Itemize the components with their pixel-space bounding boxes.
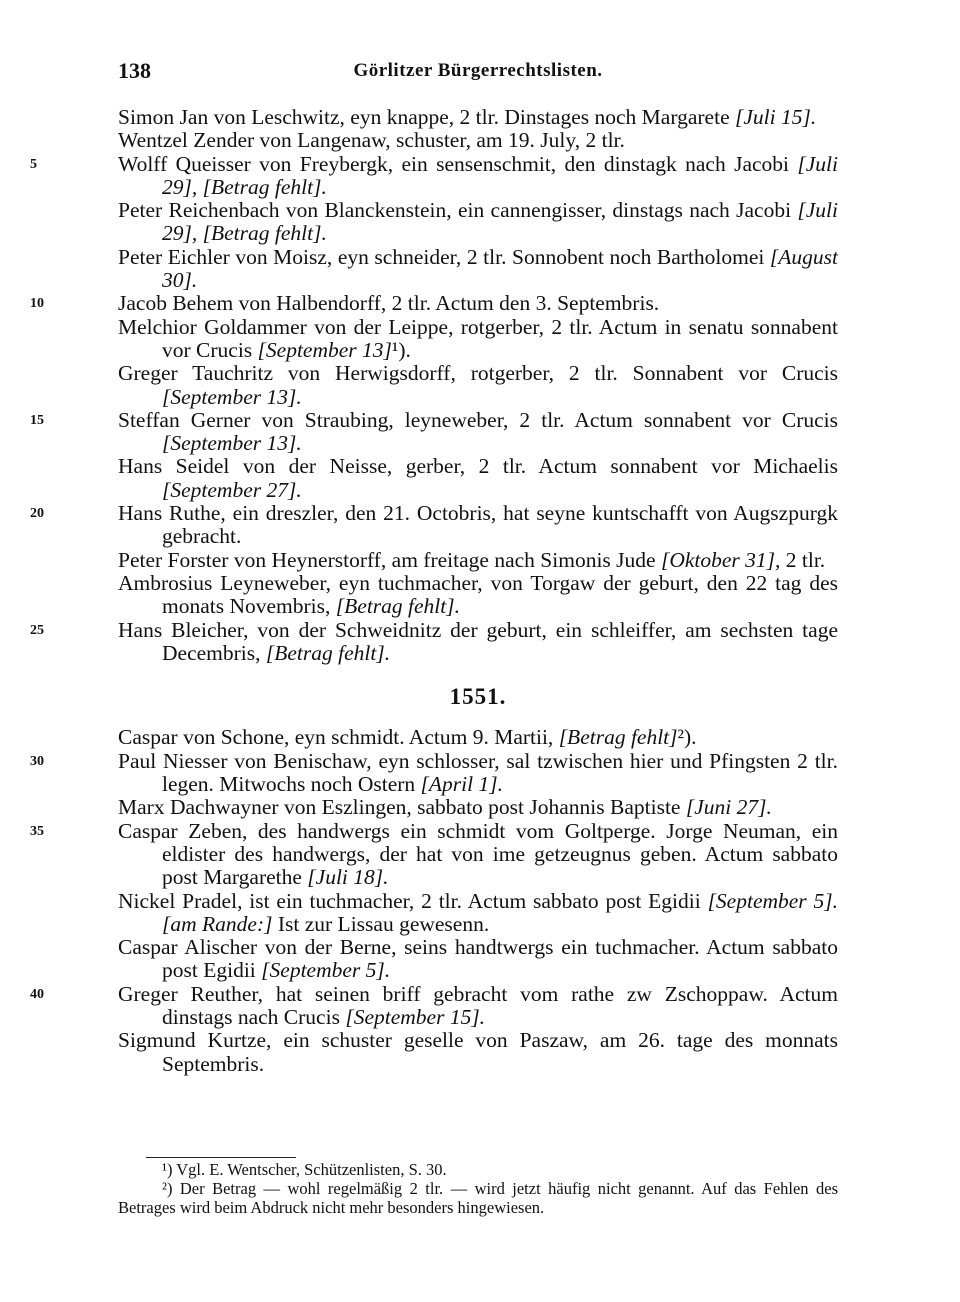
entry-text-tail: 2 tlr. <box>780 547 826 572</box>
entry-text: Hans Bleicher, von der Schweidnitz der geburt, ein schleiffer, am sechsten tage Decembris, <box>118 617 838 665</box>
register-entry: 10 Jacob Behem von Halbendorff, 2 tlr. Actum den 3. Septembris. <box>30 291 660 316</box>
register-entry: 5 Wolff Queisser von Freybergk, ein sensenschmit, den dinstagk nach Jacobi [Juli 29], [Betrag fehlt]. <box>30 151 838 199</box>
editorial-note: [Betrag fehlt] <box>558 725 678 750</box>
entry-text: Wentzel Zender von Langenaw, schuster, am 19. July, 2 tlr. <box>118 128 625 153</box>
running-title: Görlitzer Bürgerrechtslisten. <box>353 60 603 81</box>
register-entry <box>118 936 838 983</box>
editorial-note: [Betrag fehlt]. <box>335 594 460 619</box>
register-entry <box>118 572 838 619</box>
register-entry <box>118 890 838 937</box>
footnote-rule <box>146 1157 296 1158</box>
entry-text-tail: ¹). <box>391 337 411 362</box>
register-entry <box>118 726 838 749</box>
page-number: 138 <box>118 58 151 83</box>
register-entry: 25 Hans Bleicher, von der Schweidnitz der geburt, ein schleiffer, am sechsten tage Decembris, [Betrag fehlt]. <box>30 617 838 665</box>
register-entry: 20 Hans Ruthe, ein dreszler, den 21. Octobris, hat seyne kuntschafft von Augszpurgk gebracht. <box>30 501 838 549</box>
entry-text: Greger Tauchritz von Herwigsdorff, rotgerber, 2 tlr. Sonnabent vor Crucis <box>118 361 838 386</box>
editorial-note: [September 13]. <box>162 431 302 456</box>
editorial-note: [Juli 29], [Betrag fehlt]. <box>162 198 838 246</box>
entry-list-1550 <box>30 105 838 665</box>
entry-text: Sigmund Kurtze, ein schuster geselle von Paszaw, am 26. tage des monnats Septembris. <box>118 1028 838 1076</box>
register-entry <box>118 106 838 129</box>
editorial-note: [September 15]. <box>345 1004 486 1029</box>
footnote-2: ²) Der Betrag — wohl regelmäßig 2 tlr. — wird jetzt häufig nicht genannt. Auf das Fehlen des Betrages wird beim Abdruck nicht mehr besonders hingewiesen. <box>118 1179 838 1217</box>
entry-text: Caspar von Schone, eyn schmidt. Actum 9. Martii, <box>118 725 559 750</box>
entry-text: Marx Dachwayner von Eszlingen, sabbato post Johannis Baptiste <box>118 795 686 820</box>
entry-text: Melchior Goldammer von der Leippe, rotgerber, 2 tlr. Actum in senatu sonnabent vor Crucis <box>118 314 838 362</box>
entry-text: Paul Niesser von Benischaw, eyn schlosser, sal tzwischen hier und Pfingsten 2 tlr. legen. Mitwochs noch Ostern <box>118 748 838 797</box>
editorial-note: [September 13]. <box>162 384 302 409</box>
register-entry <box>118 1029 838 1076</box>
entry-text-tail: Ist zur Lissau gewesenn. <box>272 911 490 936</box>
entry-text: Caspar Zeben, des handwergs ein schmidt vom Goltperge. Jorge Neuman, ein eldister des handwergs, der hat von ime getzeugnus geben. Actum sabbato post Margarethe <box>118 818 838 890</box>
entry-text: Peter Forster von Heynerstorff, am freitage nach Simonis Jude <box>118 547 661 572</box>
editorial-note: [Betrag fehlt]. <box>265 640 391 665</box>
editorial-note: [Oktober 31], <box>660 547 781 572</box>
page-header <box>118 58 838 88</box>
editorial-note: [September 5]. <box>261 958 391 983</box>
entry-text: Peter Eichler von Moisz, eyn schneider, 2 tlr. Sonnobent noch Bartholomei <box>118 244 770 269</box>
year-heading: 1551. <box>449 684 507 710</box>
footnote-1: ¹) Vgl. E. Wentscher, Schützenlisten, S. 30. <box>162 1160 447 1179</box>
register-entry <box>118 455 838 502</box>
editorial-note: [Juli 15]. <box>735 105 817 129</box>
entry-list-1551 <box>30 725 838 1076</box>
entry-text: Ambrosius Leyneweber, eyn tuchmacher, von Torgaw der geburt, den 22 tag des monats Novembris, <box>118 570 838 619</box>
entry-text: Greger Reuther, hat seinen briff gebracht vom rathe zw Zschoppaw. Actum dinstags nach Crucis <box>118 981 838 1029</box>
editorial-note: [August 30]. <box>162 244 838 293</box>
entry-text: Steffan Gerner von Straubing, leyneweber, 2 tlr. Actum sonnabent vor Crucis <box>118 407 838 432</box>
entry-text-tail: ²). <box>677 725 697 750</box>
entry-text: Nickel Pradel, ist ein tuchmacher, 2 tlr. Actum sabbato post Egidii <box>118 888 708 913</box>
register-entry <box>118 549 838 572</box>
entry-text: Peter Reichenbach von Blanckenstein, ein cannengisser, dinstags nach Jacobi <box>118 198 798 223</box>
register-entry: 40 Greger Reuther, hat seinen briff gebracht vom rathe zw Zschoppaw. Actum dinstags nach Crucis [September 15]. <box>30 981 838 1029</box>
editorial-note: [Juli 29], [Betrag fehlt]. <box>162 151 838 199</box>
register-entry <box>118 316 838 363</box>
register-entry: 30 Paul Niesser von Benischaw, eyn schlosser, sal tzwischen hier und Pfingsten 2 tlr. legen. Mitwochs noch Ostern [April 1]. <box>30 748 838 797</box>
editorial-note: [September 5]. [am Rande:] <box>162 888 838 936</box>
footnotes <box>118 1160 838 1217</box>
register-entry <box>118 796 838 819</box>
editorial-note: [September 13] <box>257 337 392 362</box>
register-entry <box>118 129 838 152</box>
entry-text: Jacob Behem von Halbendorff, 2 tlr. Actum den 3. Septembris. <box>118 291 660 316</box>
entry-text: Hans Seidel von der Neisse, gerber, 2 tlr. Actum sonnabent vor Michaelis <box>118 454 838 479</box>
register-entry: 35 Caspar Zeben, des handwergs ein schmidt vom Goltperge. Jorge Neuman, ein eldister des handwergs, der hat von ime getzeugnus geben. Actum sabbato post Margarethe [Juli 18]. <box>30 818 838 890</box>
register-entry <box>118 199 838 246</box>
editorial-note: [Juli 18]. <box>307 865 389 890</box>
entry-text: Hans Ruthe, ein dreszler, den 21. Octobris, hat seyne kuntschafft von Augszpurgk gebracht. <box>118 501 838 549</box>
register-entry <box>118 246 838 293</box>
register-entry <box>118 362 838 409</box>
editorial-note: [September 27]. <box>162 477 302 502</box>
entry-text: Caspar Alischer von der Berne, seins handtwergs ein tuchmacher. Actum sabbato post Egidii <box>118 935 838 983</box>
register-entry: 15 Steffan Gerner von Straubing, leyneweber, 2 tlr. Actum sonnabent vor Crucis [September 13]. <box>30 407 838 456</box>
document-body <box>30 105 838 1076</box>
editorial-note: [April 1]. <box>420 772 503 797</box>
entry-text: Simon Jan von Leschwitz, eyn knappe, 2 tlr. Dinstages noch Margarete <box>118 105 735 129</box>
entry-text: Wolff Queisser von Freybergk, ein sensenschmit, den dinstagk nach Jacobi <box>118 151 798 176</box>
editorial-note: [Juni 27]. <box>685 795 772 820</box>
